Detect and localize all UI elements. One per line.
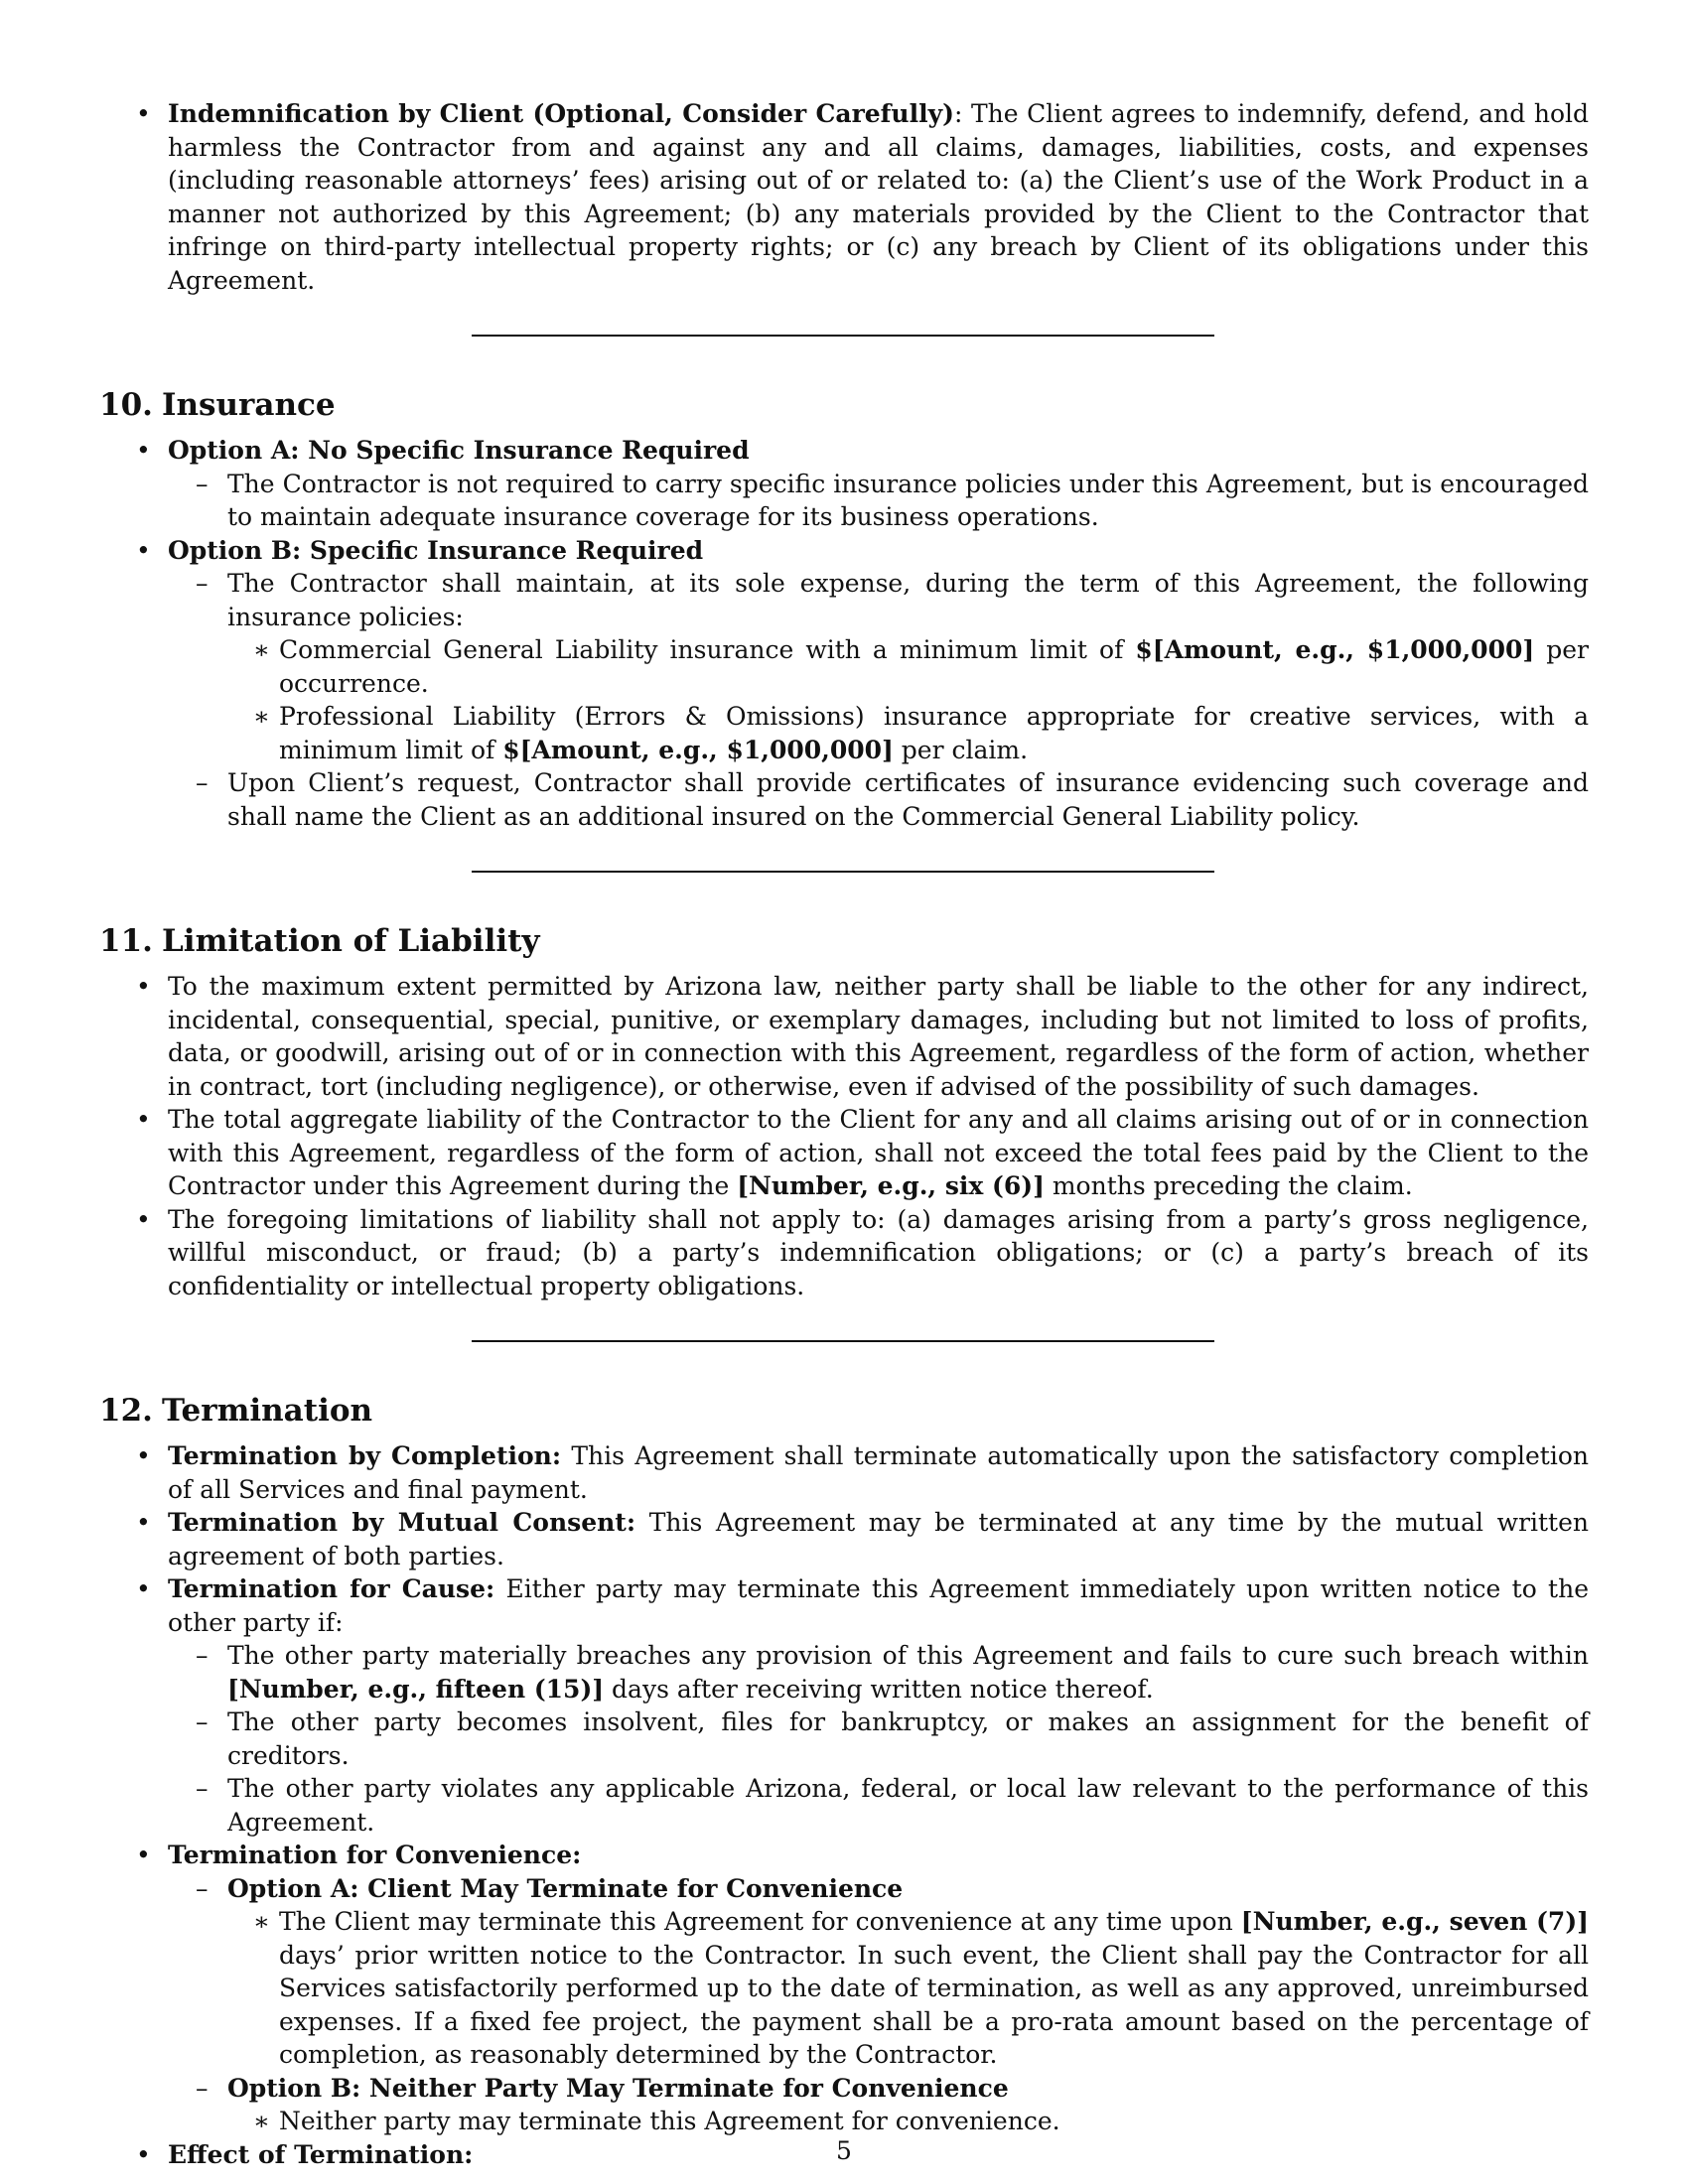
text: Either party may terminate this Agreement immediately upon written notice to the other party if: (168, 1574, 1589, 1637)
indemnification-item (99, 97, 1589, 297)
insurance-list (99, 434, 1589, 833)
section-title: Limitation of Liability (162, 923, 540, 959)
section-heading-limitation (99, 922, 1589, 960)
list-item (168, 567, 1589, 766)
text: months preceding the claim. (1044, 1171, 1413, 1200)
list-item: – The other party becomes insolvent, files for bankruptcy, or makes an assignment for the benefit of creditors. (168, 1706, 1589, 1772)
text: The Client may terminate this Agreement for convenience at any time upon (279, 1907, 1241, 1936)
section-title: Insurance (162, 387, 336, 423)
list-item: – The Contractor is not required to carry specific insurance policies under this Agreement, but is encouraged to maintain adequate insurance coverage for its business operations. (168, 468, 1589, 534)
list-item: • The foregoing limitations of liability shall not apply to: (a) damages arising from a party’s gross negligence, willful misconduct, or fraud; (b) a party’s indemnification obligations; or (c) a party’s breach of its confidentiality or intellectual property obligations. (99, 1203, 1589, 1303)
list-item (227, 1905, 1589, 2072)
document-page (99, 97, 1589, 2171)
indemnification-title: Indemnification by Client (Optional, Consider Carefully) (168, 99, 954, 128)
text: This Agreement may be terminated at any time by the mutual written agreement of both parties. (168, 1508, 1589, 1570)
limitation-list (99, 970, 1589, 1302)
termination-convenience (99, 1839, 1589, 2138)
text: per occurrence. (279, 635, 1589, 698)
text: This Agreement shall terminate automatically upon the satisfactory completion of all Services and final payment. (168, 1441, 1590, 1504)
section-number: 12. (99, 1393, 153, 1429)
list-item (227, 700, 1589, 766)
item-label: Termination by Mutual Consent: (168, 1508, 636, 1537)
placeholder-number: [Number, e.g., fifteen (15)] (227, 1674, 605, 1704)
placeholder-amount: $[Amount, e.g., $1,000,000] (502, 735, 894, 764)
section-number: 10. (99, 387, 153, 423)
section-heading-insurance (99, 386, 1589, 424)
item-label: Termination for Cause: (168, 1574, 495, 1603)
list-item (227, 633, 1589, 700)
section-divider (472, 1340, 1214, 1342)
list-item: ∗ Neither party may terminate this Agreement for convenience. (227, 2105, 1589, 2138)
list-item: – Upon Client’s request, Contractor shall provide certificates of insurance evidencing such coverage and shall name the Client as an additional insured on the Commercial General Liability policy. (168, 766, 1589, 833)
list-item: • To the maximum extent permitted by Arizona law, neither party shall be liable to the other for any indirect, incidental, consequential, special, punitive, or exemplary damages, including but not limited to loss of profits, data, or goodwill, arising out of or in connection with this Agreement, regardless of the form of action, whether in contract, tort (including negligence), or otherwise, even if advised of the possibility of such damages. (99, 970, 1589, 1103)
list-item (99, 1103, 1589, 1203)
option-title: Option A: Client May Terminate for Convenience (227, 1873, 904, 1903)
section-divider (472, 871, 1214, 873)
placeholder-amount: $[Amount, e.g., $1,000,000] (1135, 635, 1535, 664)
section-divider (472, 335, 1214, 337)
indemnification-list (99, 97, 1589, 297)
termination-cause (99, 1572, 1589, 1839)
convenience-option-a (168, 1872, 1589, 2072)
section-number: 11. (99, 923, 153, 959)
item-label: Termination for Convenience: (168, 1841, 582, 1869)
text: days after receiving written notice thereof. (604, 1674, 1154, 1704)
option-title: Option B: Specific Insurance Required (168, 535, 704, 565)
page-number: 5 (836, 2136, 852, 2165)
text: The other party materially breaches any provision of this Agreement and fails to cure such breach within (227, 1641, 1589, 1670)
termination-mutual (99, 1506, 1589, 1572)
text: days’ prior written notice to the Contractor. In such event, the Client shall pay the Contractor for all Services satisfactorily performed up to the date of termination, as well as any approved, unreimbursed expenses. If a fixed fee project, the payment shall be a pro-rata amount based on the percentage of completion, as reasonably determined by the Contractor. (279, 1940, 1589, 2069)
item-label: Termination by Completion: (168, 1441, 562, 1470)
convenience-option-b (168, 2072, 1589, 2138)
termination-completion (99, 1439, 1589, 1506)
option-title: Option B: Neither Party May Terminate for Convenience (227, 2073, 1009, 2103)
section-title: Termination (162, 1393, 373, 1429)
option-title: Option A: No Specific Insurance Required (168, 436, 750, 465)
list-item: – The other party violates any applicable Arizona, federal, or local law relevant to the performance of this Agreement. (168, 1772, 1589, 1839)
insurance-option-a (99, 434, 1589, 534)
placeholder-number: [Number, e.g., seven (7)] (1240, 1907, 1589, 1936)
text: per claim. (893, 735, 1029, 764)
list-item (168, 1639, 1589, 1706)
text: The total aggregate liability of the Contractor to the Client for any and all claims arising out of or in connection with this Agreement, regardless of the form of action, shall not exceed the total fees paid by the Client to the Contractor under this Agreement during the (168, 1105, 1589, 1200)
termination-list (99, 1439, 1589, 2171)
section-heading-termination (99, 1392, 1589, 1430)
list-item-text: The Contractor shall maintain, at its sole expense, during the term of this Agreement, the following insurance policies: (227, 569, 1589, 631)
insurance-option-b (99, 534, 1589, 834)
indemnification-text: : The Client agrees to indemnify, defend, and hold harmless the Contractor from and against any and all claims, damages, liabilities, costs, and expenses (including reasonable attorneys’ fees) arising out of or related to: (a) the Client’s use of the Work Product in a manner not authorized by this Agreement; (b) any materials provided by the Client to the Contractor that infringe on third-party intellectual property rights; or (c) any breach by Client of its obligations under this Agreement. (168, 99, 1590, 295)
text: Commercial General Liability insurance with a minimum limit of (279, 635, 1136, 664)
item-label: Effect of Termination: (168, 2139, 474, 2169)
text: Professional Liability (Errors & Omissions) insurance appropriate for creative services, with a minimum limit of (279, 702, 1589, 764)
placeholder-number: [Number, e.g., six (6)] (737, 1171, 1045, 1200)
